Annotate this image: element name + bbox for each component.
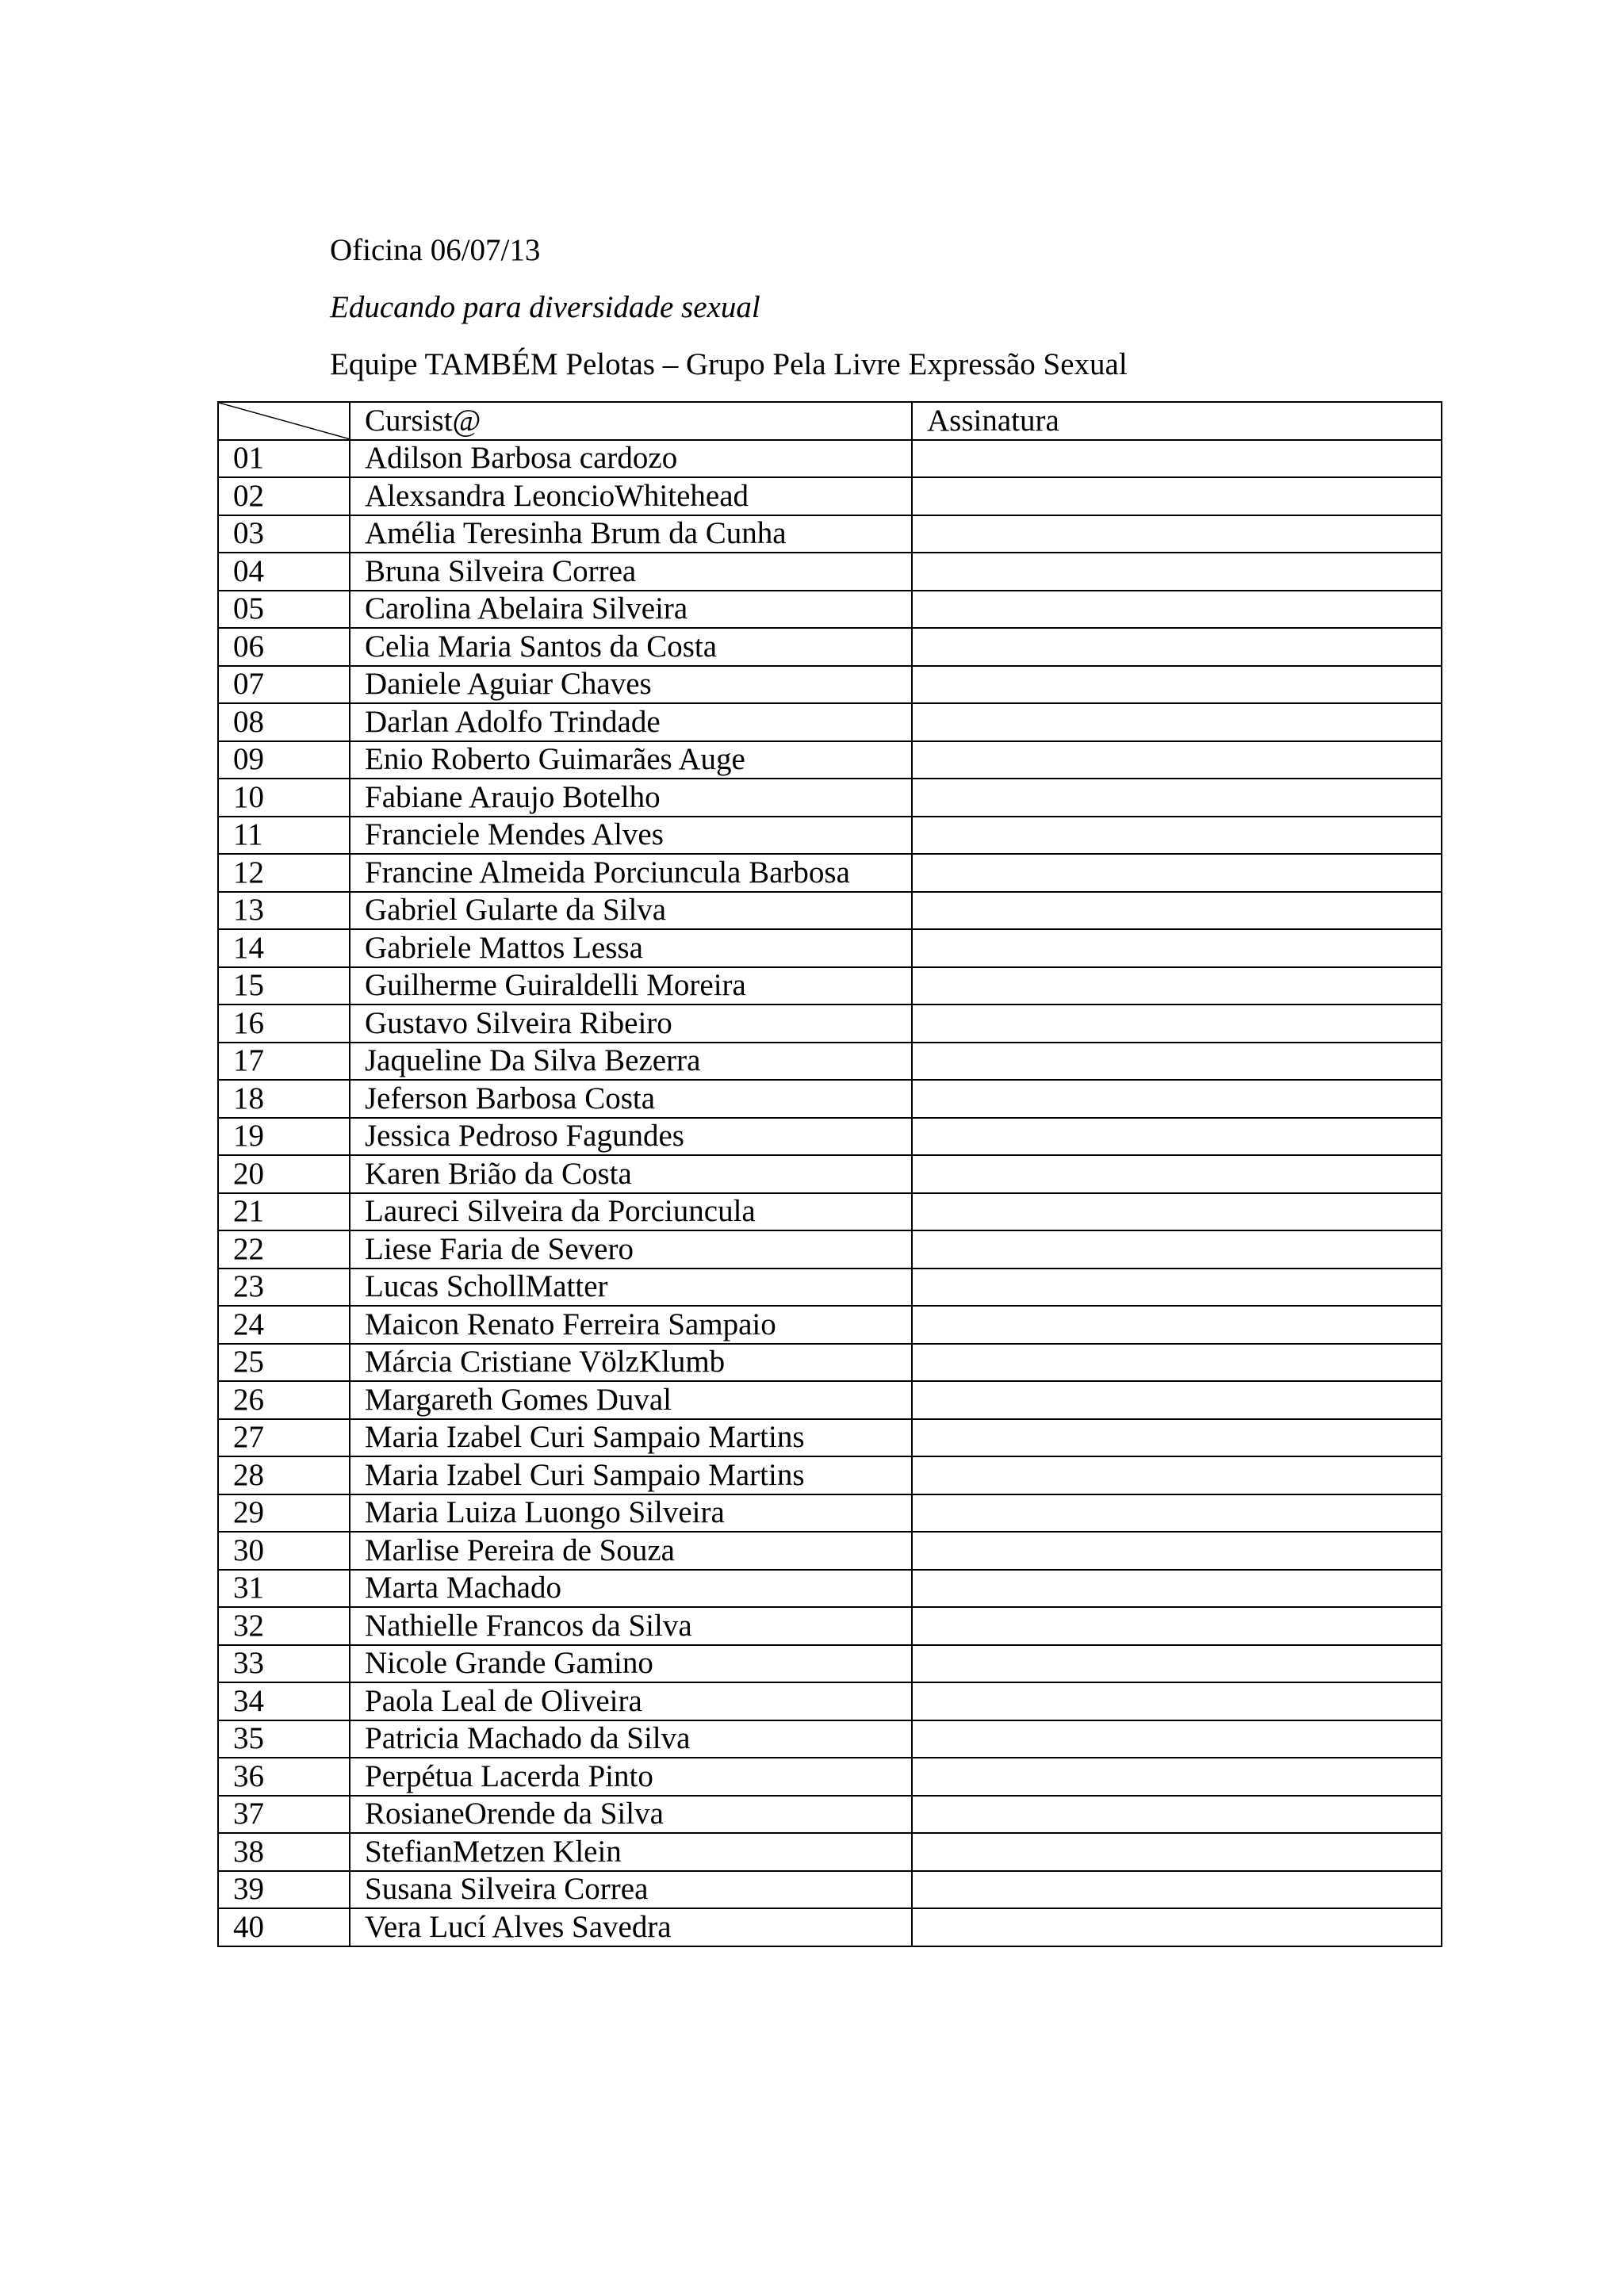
table-row	[218, 628, 1442, 666]
table-row	[218, 703, 1442, 741]
row-number: 22	[218, 1230, 350, 1269]
table-row	[218, 1230, 1442, 1269]
participant-name: Daniele Aguiar Chaves	[350, 666, 912, 704]
table-row	[218, 1645, 1442, 1683]
table-row	[218, 515, 1442, 553]
row-number: 35	[218, 1720, 350, 1758]
signature-cell[interactable]	[912, 1381, 1442, 1419]
participant-name: Celia Maria Santos da Costa	[350, 628, 912, 666]
participant-name: Guilherme Guiraldelli Moreira	[350, 967, 912, 1005]
row-number: 04	[218, 553, 350, 591]
participant-name: Vera Lucí Alves Savedra	[350, 1908, 912, 1946]
participant-name: Jessica Pedroso Fagundes	[350, 1118, 912, 1156]
signature-cell[interactable]	[912, 1871, 1442, 1909]
column-header-cursista: Cursist@	[350, 402, 912, 440]
row-number: 26	[218, 1381, 350, 1419]
row-number: 34	[218, 1682, 350, 1720]
signature-cell[interactable]	[912, 1419, 1442, 1457]
signature-cell[interactable]	[912, 1344, 1442, 1382]
table-row	[218, 1682, 1442, 1720]
row-number: 10	[218, 779, 350, 817]
participant-name: Gabriele Mattos Lessa	[350, 929, 912, 967]
signature-cell[interactable]	[912, 1494, 1442, 1533]
table-row	[218, 1532, 1442, 1570]
row-number: 30	[218, 1532, 350, 1570]
signature-cell[interactable]	[912, 892, 1442, 930]
row-number: 09	[218, 741, 350, 779]
signature-cell[interactable]	[912, 440, 1442, 478]
participant-name: Maicon Renato Ferreira Sampaio	[350, 1306, 912, 1344]
table-row	[218, 1419, 1442, 1457]
row-number: 40	[218, 1908, 350, 1946]
signature-cell[interactable]	[912, 1607, 1442, 1645]
table-row	[218, 591, 1442, 629]
table-row	[218, 1344, 1442, 1382]
row-number: 23	[218, 1269, 350, 1307]
attendance-table-body	[218, 440, 1442, 1946]
row-number: 02	[218, 477, 350, 515]
row-number: 36	[218, 1758, 350, 1796]
participant-name: Maria Izabel Curi Sampaio Martins	[350, 1456, 912, 1494]
signature-cell[interactable]	[912, 703, 1442, 741]
diagonal-line-icon	[219, 403, 349, 439]
row-number: 17	[218, 1043, 350, 1081]
row-number: 16	[218, 1004, 350, 1043]
participant-name: Jeferson Barbosa Costa	[350, 1080, 912, 1118]
participant-name: Laureci Silveira da Porciuncula	[350, 1193, 912, 1231]
column-header-assinatura: Assinatura	[912, 402, 1442, 440]
table-row	[218, 779, 1442, 817]
document-date-title: Oficina 06/07/13	[330, 233, 541, 267]
signature-cell[interactable]	[912, 1532, 1442, 1570]
row-number: 13	[218, 892, 350, 930]
row-number: 06	[218, 628, 350, 666]
signature-cell[interactable]	[912, 929, 1442, 967]
signature-cell[interactable]	[912, 477, 1442, 515]
row-number: 11	[218, 817, 350, 855]
row-number: 32	[218, 1607, 350, 1645]
signature-cell[interactable]	[912, 1269, 1442, 1307]
participant-name: Amélia Teresinha Brum da Cunha	[350, 515, 912, 553]
table-row	[218, 1155, 1442, 1193]
table-row	[218, 1043, 1442, 1081]
table-row	[218, 1118, 1442, 1156]
row-number: 28	[218, 1456, 350, 1494]
signature-cell[interactable]	[912, 1230, 1442, 1269]
participant-name: Carolina Abelaira Silveira	[350, 591, 912, 629]
participant-name: Nathielle Francos da Silva	[350, 1607, 912, 1645]
signature-cell[interactable]	[912, 628, 1442, 666]
table-row	[218, 440, 1442, 478]
table-row	[218, 817, 1442, 855]
row-number: 29	[218, 1494, 350, 1533]
attendance-table	[217, 401, 1442, 1947]
row-number: 03	[218, 515, 350, 553]
signature-cell[interactable]	[912, 1193, 1442, 1231]
signature-cell[interactable]	[912, 1570, 1442, 1608]
document-team-line: Equipe TAMBÉM Pelotas – Grupo Pela Livre Expressão Sexual	[330, 347, 1128, 381]
table-row	[218, 741, 1442, 779]
participant-name: Bruna Silveira Correa	[350, 553, 912, 591]
table-row	[218, 1908, 1442, 1946]
table-row	[218, 929, 1442, 967]
participant-name: Patricia Machado da Silva	[350, 1720, 912, 1758]
participant-name: Jaqueline Da Silva Bezerra	[350, 1043, 912, 1081]
signature-cell[interactable]	[912, 1080, 1442, 1118]
row-number: 18	[218, 1080, 350, 1118]
signature-cell[interactable]	[912, 1306, 1442, 1344]
table-row	[218, 892, 1442, 930]
row-number: 33	[218, 1645, 350, 1683]
row-number: 19	[218, 1118, 350, 1156]
participant-name: RosianeOrende da Silva	[350, 1796, 912, 1834]
table-row	[218, 1306, 1442, 1344]
signature-cell[interactable]	[912, 1155, 1442, 1193]
row-number: 37	[218, 1796, 350, 1834]
row-number: 15	[218, 967, 350, 1005]
table-row	[218, 553, 1442, 591]
row-number: 08	[218, 703, 350, 741]
table-row	[218, 854, 1442, 892]
signature-cell[interactable]	[912, 967, 1442, 1005]
participant-name: StefianMetzen Klein	[350, 1833, 912, 1871]
participant-name: Perpétua Lacerda Pinto	[350, 1758, 912, 1796]
row-number: 01	[218, 440, 350, 478]
table-row	[218, 1381, 1442, 1419]
signature-cell[interactable]	[912, 817, 1442, 855]
row-number: 39	[218, 1871, 350, 1909]
table-row	[218, 1004, 1442, 1043]
table-row	[218, 1193, 1442, 1231]
row-number: 14	[218, 929, 350, 967]
signature-cell[interactable]	[912, 1456, 1442, 1494]
table-row	[218, 1570, 1442, 1608]
participant-name: Fabiane Araujo Botelho	[350, 779, 912, 817]
participant-name: Maria Izabel Curi Sampaio Martins	[350, 1419, 912, 1457]
signature-cell[interactable]	[912, 1645, 1442, 1683]
row-number: 07	[218, 666, 350, 704]
signature-cell[interactable]	[912, 1720, 1442, 1758]
table-row	[218, 1796, 1442, 1834]
signature-cell[interactable]	[912, 1004, 1442, 1043]
row-number: 27	[218, 1419, 350, 1457]
row-number: 31	[218, 1570, 350, 1608]
table-row	[218, 477, 1442, 515]
signature-cell[interactable]	[912, 779, 1442, 817]
signature-cell[interactable]	[912, 1758, 1442, 1796]
table-row	[218, 1456, 1442, 1494]
row-number: 24	[218, 1306, 350, 1344]
table-row	[218, 1080, 1442, 1118]
table-row	[218, 967, 1442, 1005]
signature-cell[interactable]	[912, 854, 1442, 892]
table-row	[218, 1494, 1442, 1533]
participant-name: Marta Machado	[350, 1570, 912, 1608]
attendance-table-header	[218, 402, 1442, 440]
participant-name: Márcia Cristiane VölzKlumb	[350, 1344, 912, 1382]
participant-name: Francine Almeida Porciuncula Barbosa	[350, 854, 912, 892]
signature-cell[interactable]	[912, 741, 1442, 779]
signature-cell[interactable]	[912, 515, 1442, 553]
signature-cell[interactable]	[912, 1682, 1442, 1720]
table-row	[218, 1758, 1442, 1796]
participant-name: Alexsandra LeoncioWhitehead	[350, 477, 912, 515]
signature-cell[interactable]	[912, 666, 1442, 704]
participant-name: Nicole Grande Gamino	[350, 1645, 912, 1683]
signature-cell[interactable]	[912, 1833, 1442, 1871]
participant-name: Adilson Barbosa cardozo	[350, 440, 912, 478]
participant-name: Karen Brião da Costa	[350, 1155, 912, 1193]
signature-cell[interactable]	[912, 1908, 1442, 1946]
signature-cell[interactable]	[912, 591, 1442, 629]
table-row	[218, 1607, 1442, 1645]
participant-name: Marlise Pereira de Souza	[350, 1532, 912, 1570]
header-row	[218, 402, 1442, 440]
table-row	[218, 666, 1442, 704]
table-row	[218, 1269, 1442, 1307]
table-row	[218, 1720, 1442, 1758]
signature-cell[interactable]	[912, 1043, 1442, 1081]
document-subtitle: Educando para diversidade sexual	[330, 290, 760, 324]
row-number: 05	[218, 591, 350, 629]
signature-cell[interactable]	[912, 1118, 1442, 1156]
row-number: 38	[218, 1833, 350, 1871]
table-row	[218, 1871, 1442, 1909]
row-number: 25	[218, 1344, 350, 1382]
participant-name: Susana Silveira Correa	[350, 1871, 912, 1909]
participant-name: Enio Roberto Guimarães Auge	[350, 741, 912, 779]
row-number: 12	[218, 854, 350, 892]
signature-cell[interactable]	[912, 553, 1442, 591]
participant-name: Gustavo Silveira Ribeiro	[350, 1004, 912, 1043]
row-number: 21	[218, 1193, 350, 1231]
participant-name: Margareth Gomes Duval	[350, 1381, 912, 1419]
participant-name: Liese Faria de Severo	[350, 1230, 912, 1269]
signature-cell[interactable]	[912, 1796, 1442, 1834]
participant-name: Gabriel Gularte da Silva	[350, 892, 912, 930]
row-number: 20	[218, 1155, 350, 1193]
participant-name: Franciele Mendes Alves	[350, 817, 912, 855]
participant-name: Darlan Adolfo Trindade	[350, 703, 912, 741]
participant-name: Paola Leal de Oliveira	[350, 1682, 912, 1720]
table-row	[218, 1833, 1442, 1871]
participant-name: Lucas SchollMatter	[350, 1269, 912, 1307]
corner-diagonal-cell	[218, 402, 350, 440]
participant-name: Maria Luiza Luongo Silveira	[350, 1494, 912, 1533]
